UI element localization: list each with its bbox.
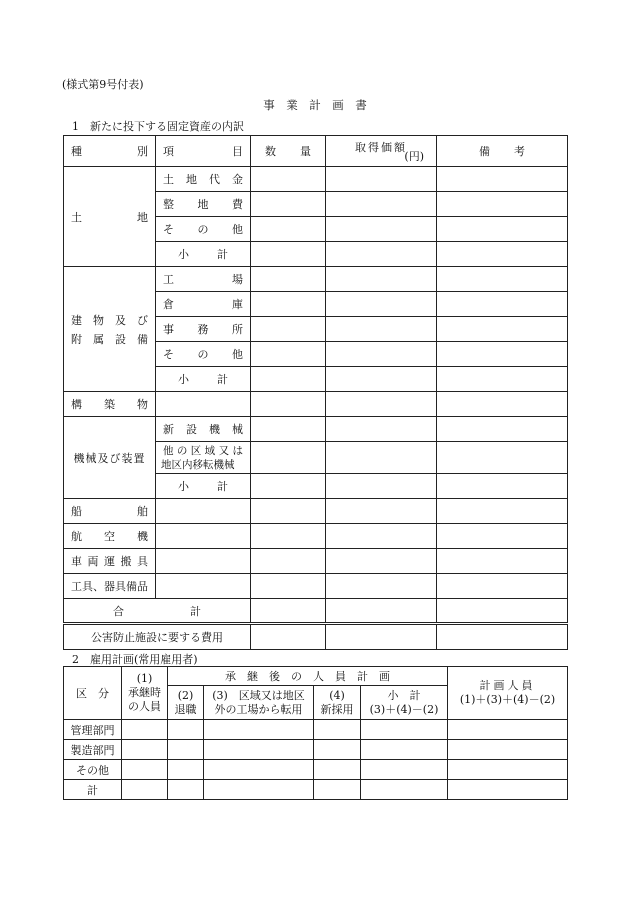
remarks-field[interactable] <box>437 167 568 192</box>
qty-field[interactable] <box>251 524 326 549</box>
item-label: 整 地 費 <box>163 198 243 211</box>
after-plan-text: 承 継 後 の 人 員 計 画 <box>225 670 390 683</box>
row-label-cell <box>64 740 122 760</box>
land-label: 土 地 <box>71 210 148 224</box>
pollution-row <box>64 624 568 650</box>
qty-field[interactable] <box>251 624 326 650</box>
remarks-field[interactable] <box>437 599 568 624</box>
c4-field[interactable] <box>314 760 361 780</box>
amount-field[interactable] <box>326 292 437 317</box>
qty-field[interactable] <box>251 367 326 392</box>
table-row <box>64 760 568 780</box>
header-remarks-text: 備 考 <box>479 145 525 158</box>
item-label: そ の 他 <box>163 348 243 361</box>
c1-field[interactable] <box>122 720 168 740</box>
item-cell[interactable] <box>156 574 251 599</box>
table-row <box>64 267 568 292</box>
c4-field[interactable] <box>314 740 361 760</box>
header-plan <box>448 667 568 720</box>
aircraft-label: 航 空 機 <box>71 530 148 543</box>
subtotal-label: 小 計 <box>178 480 228 493</box>
c3-field[interactable] <box>204 760 314 780</box>
qty-field[interactable] <box>251 474 326 499</box>
table-row <box>64 780 568 800</box>
amount-field[interactable] <box>326 317 437 342</box>
remarks-field[interactable] <box>437 317 568 342</box>
employment-plan-table <box>63 666 568 800</box>
item-label: 工 場 <box>163 273 243 286</box>
subtotal-label-b: (3)＋(4)－(2) <box>369 702 439 716</box>
table-row <box>64 524 568 549</box>
amount-field[interactable] <box>326 574 437 599</box>
qty-field[interactable] <box>251 574 326 599</box>
remarks-field[interactable] <box>437 624 568 650</box>
qty-field[interactable] <box>251 167 326 192</box>
c2-field[interactable] <box>168 720 204 740</box>
plan-field[interactable] <box>448 760 568 780</box>
subtotal-field[interactable] <box>361 720 448 740</box>
header-item-text: 項 目 <box>163 145 243 158</box>
amount-field[interactable] <box>326 599 437 624</box>
c2-field[interactable] <box>168 760 204 780</box>
c4-num: (4) <box>329 688 345 702</box>
c1-label-b: の人員 <box>128 700 161 713</box>
vehicle-label: 車 両 運 搬 具 <box>71 555 148 568</box>
item-cell <box>156 242 251 267</box>
item-label: 土 地 代 金 <box>163 173 243 186</box>
remarks-field[interactable] <box>437 242 568 267</box>
pollution-label-cell <box>64 624 251 650</box>
header-item <box>156 136 251 167</box>
table-row <box>64 392 568 417</box>
subtotal-label-a: 小 計 <box>387 688 421 702</box>
item-cell <box>156 217 251 242</box>
item-label-line2: 地区内移転機械 <box>161 458 235 471</box>
remarks-field[interactable] <box>437 217 568 242</box>
c4-field[interactable] <box>314 780 361 800</box>
amount-field[interactable] <box>326 367 437 392</box>
machinery-label: 機械及び装置 <box>73 451 146 465</box>
table-row <box>64 499 568 524</box>
header-division <box>64 667 122 720</box>
qty-field[interactable] <box>251 267 326 292</box>
header-kind <box>64 136 156 167</box>
item-cell <box>156 474 251 499</box>
document-title: 事 業 計 画 書 <box>263 98 367 112</box>
item-label: 倉 庫 <box>163 298 243 311</box>
qty-field[interactable] <box>251 317 326 342</box>
amount-field[interactable] <box>326 217 437 242</box>
structure-label: 構 築 物 <box>71 398 148 411</box>
building-label-line1: 建 物 及 び <box>71 313 148 327</box>
remarks-field[interactable] <box>437 267 568 292</box>
amount-field[interactable] <box>326 167 437 192</box>
remarks-field[interactable] <box>437 574 568 599</box>
item-cell <box>156 442 251 474</box>
row-label-cell <box>64 720 122 740</box>
c1-field[interactable] <box>122 740 168 760</box>
subtotal-label: 小 計 <box>178 373 228 386</box>
c3-field[interactable] <box>204 720 314 740</box>
item-label-line1: 他 の 区 域 又 は <box>163 444 243 457</box>
item-cell <box>156 417 251 442</box>
item-cell[interactable] <box>156 549 251 574</box>
item-cell <box>156 317 251 342</box>
remarks-field[interactable] <box>437 417 568 442</box>
remarks-field[interactable] <box>437 442 568 474</box>
item-cell <box>156 367 251 392</box>
qty-field[interactable] <box>251 549 326 574</box>
total-row <box>64 599 568 624</box>
ship-label-cell <box>64 499 156 524</box>
qty-field[interactable] <box>251 342 326 367</box>
item-cell <box>156 167 251 192</box>
machinery-label-cell <box>64 417 156 499</box>
amount-field[interactable] <box>326 342 437 367</box>
c3-label-b: 外の工場から転用 <box>214 702 303 716</box>
table-header-row <box>64 136 568 167</box>
item-cell[interactable] <box>156 392 251 417</box>
header-division-text: 区 分 <box>76 687 109 700</box>
amount-field[interactable] <box>326 392 437 417</box>
item-label: 事 務 所 <box>163 323 243 336</box>
remarks-field[interactable] <box>437 342 568 367</box>
qty-field[interactable] <box>251 292 326 317</box>
c3-label-a: (3) 区域又は地区 <box>212 688 305 702</box>
building-label-line2: 附 属 設 備 <box>71 332 148 346</box>
amount-field[interactable] <box>326 524 437 549</box>
c3-field[interactable] <box>204 780 314 800</box>
amount-field[interactable] <box>326 267 437 292</box>
header-remarks <box>437 136 568 167</box>
header-qty-text: 数 量 <box>265 145 311 158</box>
remarks-field[interactable] <box>437 292 568 317</box>
header-amount-unit: (円) <box>404 150 424 163</box>
row-label: その他 <box>76 763 109 777</box>
c1-field[interactable] <box>122 780 168 800</box>
amount-field[interactable] <box>326 624 437 650</box>
qty-field[interactable] <box>251 442 326 474</box>
plan-field[interactable] <box>448 780 568 800</box>
qty-field[interactable] <box>251 417 326 442</box>
section2-heading: 2 雇用計画(常用雇用者) <box>72 653 198 666</box>
header-amount <box>326 136 437 167</box>
total-label: 合 計 <box>113 604 201 618</box>
c2-label: 退職 <box>174 702 197 716</box>
remarks-field[interactable] <box>437 392 568 417</box>
c3-field[interactable] <box>204 740 314 760</box>
table-row <box>64 549 568 574</box>
item-cell <box>156 292 251 317</box>
subtotal-field[interactable] <box>361 760 448 780</box>
table-row <box>64 574 568 599</box>
pollution-label: 公害防止施設に要する費用 <box>91 631 223 644</box>
amount-field[interactable] <box>326 474 437 499</box>
item-cell[interactable] <box>156 524 251 549</box>
plan-label-a: 計画人員 <box>479 679 536 692</box>
c4-label: 新採用 <box>320 702 354 716</box>
table-row <box>64 417 568 442</box>
header-c2 <box>168 686 204 720</box>
amount-field[interactable] <box>326 549 437 574</box>
subtotal-field[interactable] <box>361 780 448 800</box>
plan-field[interactable] <box>448 720 568 740</box>
table-row <box>64 740 568 760</box>
header-after-plan <box>168 667 448 686</box>
header-c4 <box>314 686 361 720</box>
qty-field[interactable] <box>251 242 326 267</box>
header-c1 <box>122 667 168 720</box>
c2-field[interactable] <box>168 780 204 800</box>
c2-field[interactable] <box>168 740 204 760</box>
qty-field[interactable] <box>251 599 326 624</box>
remarks-field[interactable] <box>437 549 568 574</box>
amount-field[interactable] <box>326 442 437 474</box>
remarks-field[interactable] <box>437 474 568 499</box>
table-row <box>64 720 568 740</box>
amount-field[interactable] <box>326 499 437 524</box>
building-label-cell <box>64 267 156 392</box>
land-label-cell <box>64 167 156 267</box>
qty-field[interactable] <box>251 192 326 217</box>
table-header-row <box>64 667 568 686</box>
header-subtotal <box>361 686 448 720</box>
item-label: そ の 他 <box>163 223 243 236</box>
remarks-field[interactable] <box>437 367 568 392</box>
item-label: 新 設 機 械 <box>163 423 243 436</box>
c2-num: (2) <box>177 688 194 702</box>
qty-field[interactable] <box>251 392 326 417</box>
table-row <box>64 167 568 192</box>
qty-field[interactable] <box>251 217 326 242</box>
remarks-field[interactable] <box>437 499 568 524</box>
qty-field[interactable] <box>251 499 326 524</box>
remarks-field[interactable] <box>437 524 568 549</box>
header-c3 <box>204 686 314 720</box>
row-label-cell <box>64 760 122 780</box>
vehicle-label-cell <box>64 549 156 574</box>
c1-field[interactable] <box>122 760 168 780</box>
section1-heading: 1 新たに投下する固定資産の内訳 <box>72 120 244 133</box>
item-cell[interactable] <box>156 499 251 524</box>
subtotal-field[interactable] <box>361 740 448 760</box>
tools-label: 工具、器具備品 <box>71 580 148 593</box>
remarks-field[interactable] <box>437 192 568 217</box>
item-cell <box>156 192 251 217</box>
fixed-assets-table <box>63 135 568 650</box>
header-qty <box>251 136 326 167</box>
row-label: 管理部門 <box>70 723 115 737</box>
amount-field[interactable] <box>326 192 437 217</box>
row-label-cell <box>64 780 122 800</box>
item-cell <box>156 342 251 367</box>
c4-field[interactable] <box>314 720 361 740</box>
header-kind-text: 種 別 <box>71 145 148 158</box>
c1-num: (1) <box>136 672 153 685</box>
total-label-cell <box>64 599 251 624</box>
amount-field[interactable] <box>326 417 437 442</box>
amount-field[interactable] <box>326 242 437 267</box>
form-label: (様式第9号付表) <box>62 78 144 91</box>
row-label: 製造部門 <box>70 743 115 757</box>
tools-label-cell <box>64 574 156 599</box>
item-cell <box>156 267 251 292</box>
row-label: 計 <box>87 783 98 797</box>
plan-field[interactable] <box>448 740 568 760</box>
ship-label: 船 舶 <box>71 505 148 518</box>
plan-label-b: (1)＋(3)＋(4)－(2) <box>459 693 556 706</box>
structure-label-cell <box>64 392 156 417</box>
c1-label-a: 承継時 <box>128 686 161 699</box>
aircraft-label-cell <box>64 524 156 549</box>
subtotal-label: 小 計 <box>178 248 228 261</box>
header-amount-label: 取得価額 <box>355 141 407 154</box>
